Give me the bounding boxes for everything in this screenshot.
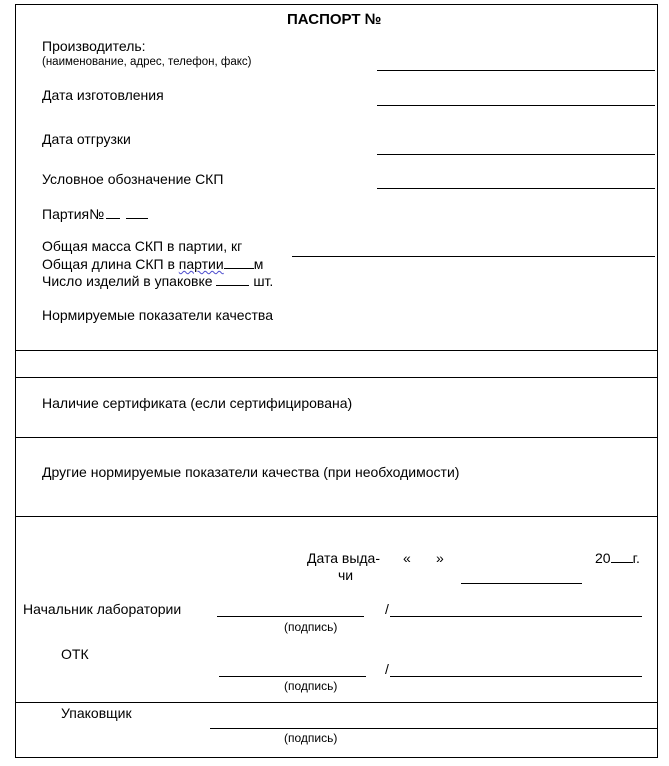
other-quality-label: Другие нормируемые показатели качества (при необходимости): [42, 464, 460, 480]
signature-hint: (подпись): [284, 679, 338, 693]
length-blank[interactable]: [224, 256, 254, 269]
otk-name-field[interactable]: [390, 676, 642, 677]
passport-form-frame: [15, 4, 658, 758]
designation-field[interactable]: [377, 188, 655, 189]
manufacture-date-label: Дата изготовления: [42, 87, 164, 103]
count-prefix: Число изделий в упаковке: [42, 273, 213, 289]
length-word: партии: [178, 256, 224, 272]
lab-head-label: Начальник лаборатории: [23, 601, 182, 617]
count-unit: шт.: [253, 273, 274, 289]
mass-field[interactable]: [292, 256, 655, 257]
count-blank[interactable]: [216, 273, 249, 286]
year-suffix: г.: [632, 550, 640, 566]
section-divider: [15, 702, 658, 703]
issue-month-field[interactable]: [461, 583, 582, 584]
signature-hint: (подпись): [284, 731, 338, 745]
batch-blank[interactable]: [106, 206, 120, 219]
quote-close: »: [436, 550, 444, 566]
lab-head-signature-field[interactable]: [217, 616, 364, 617]
section-divider: [15, 377, 658, 378]
length-label: [42, 256, 263, 273]
count-label: [42, 273, 273, 290]
manufacture-date-field[interactable]: [377, 105, 655, 106]
batch-text: Партия№: [42, 206, 105, 222]
quality-label: Нормируемые показатели качества: [42, 307, 273, 323]
section-divider: [15, 350, 658, 351]
manufacturer-label: Производитель:: [42, 38, 146, 54]
packer-signature-field[interactable]: [210, 728, 657, 729]
otk-signature-field[interactable]: [219, 676, 366, 677]
mass-label: Общая масса СКП в партии, кг: [42, 238, 243, 254]
batch-label: [42, 206, 148, 223]
otk-label: ОТК: [61, 646, 89, 662]
packer-label: Упаковщик: [61, 705, 132, 721]
section-divider: [15, 437, 658, 438]
batch-blank[interactable]: [126, 206, 148, 219]
section-divider: [15, 516, 658, 517]
length-unit: м: [253, 256, 264, 272]
issue-date-label-cont: чи: [338, 567, 354, 583]
manufacturer-hint: (наименование, адрес, телефон, факс): [42, 56, 252, 68]
issue-date-label: Дата выда-: [307, 550, 381, 566]
slash: /: [385, 661, 389, 677]
signature-hint: (подпись): [284, 620, 338, 634]
designation-label: Условное обозначение СКП: [42, 171, 224, 187]
manufacturer-field[interactable]: [377, 70, 655, 71]
issue-year: [595, 550, 640, 567]
year-prefix: 20: [595, 550, 611, 566]
certificate-label: Наличие сертификата (если сертифицирована): [42, 395, 353, 411]
length-prefix: Общая длина СКП в: [42, 256, 175, 272]
shipment-date-label: Дата отгрузки: [42, 131, 131, 147]
shipment-date-field[interactable]: [377, 154, 655, 155]
quote-open: «: [403, 550, 411, 566]
year-blank[interactable]: [611, 550, 633, 563]
slash: /: [385, 601, 389, 617]
page-title: ПАСПОРТ №: [287, 11, 382, 28]
lab-head-name-field[interactable]: [390, 616, 642, 617]
